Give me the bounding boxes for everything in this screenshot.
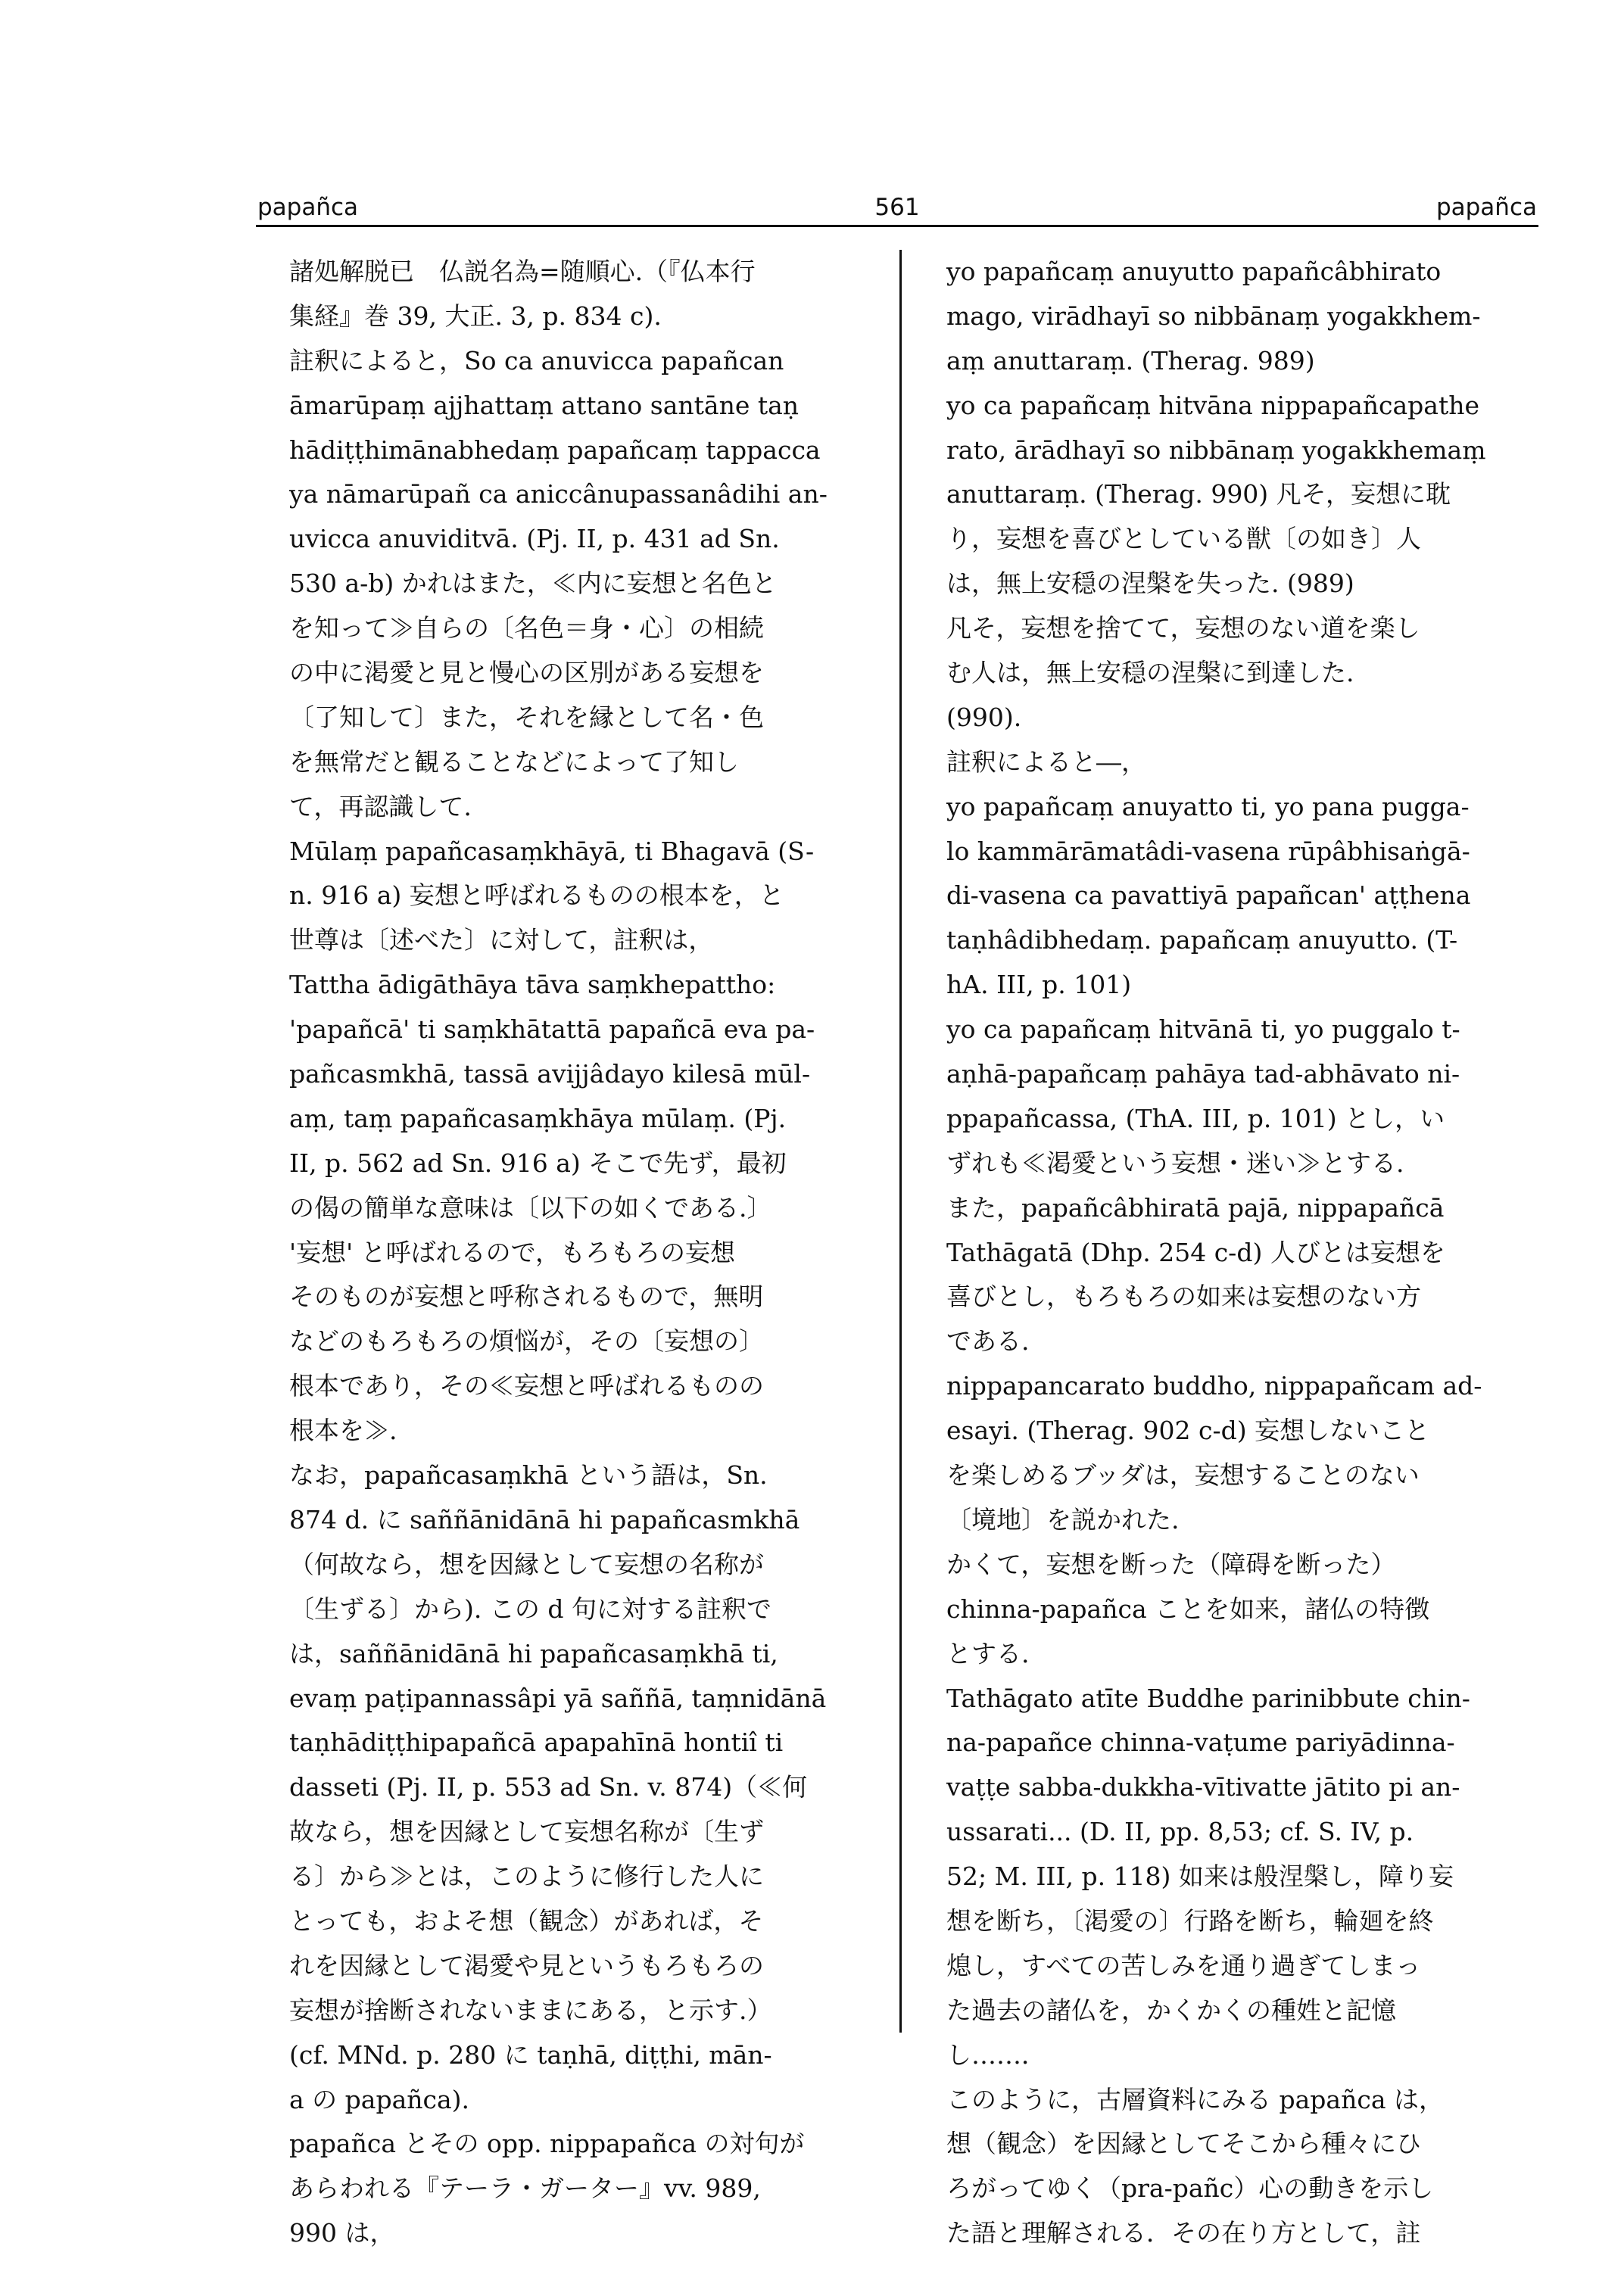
- text-line: lo kammārāmatâdi-vasena rūpâbhisaṅgā-: [946, 836, 1470, 866]
- text-line: 〔生ずる〕から). この d 句に対する註釈で: [289, 1594, 771, 1624]
- page-number: 561: [874, 194, 920, 221]
- text-line: dasseti (Pj. II, p. 553 ad Sn. v. 874)（≪何: [289, 1772, 808, 1802]
- text-line: ずれも≪渇愛という妄想・迷い≫とする.: [946, 1148, 1404, 1178]
- text-line: このように，古層資料にみる papañca は，: [946, 2084, 1444, 2114]
- text-line: 凡そ，妄想を捨てて，妄想のない道を楽し: [946, 613, 1420, 643]
- text-line: あらわれる『テーラ・ガーター』vv. 989,: [289, 2173, 761, 2204]
- text-line: る〕から≫とは，このように修行した人に: [289, 1862, 764, 1892]
- text-line: yo papañcaṃ anuyutto papañcâbhirato: [946, 257, 1442, 286]
- text-line: は，無上安穏の涅槃を失った. (989): [946, 569, 1354, 599]
- text-line: chinna-papañca ことを如来，諸仏の特徴: [946, 1594, 1430, 1624]
- text-line: 註釈によると―，: [946, 746, 1146, 777]
- text-line: また，papañcâbhiratā pajā, nippapañcā: [946, 1192, 1445, 1223]
- text-line: nippapancarato buddho, nippapañcam ad-: [946, 1371, 1482, 1401]
- header-left-word: papañca: [257, 194, 359, 221]
- header-rule: [256, 225, 1538, 227]
- text-line: れを因縁として渇愛や見というもろもろの: [289, 1950, 764, 1980]
- text-line: 註釈によると，So ca anuvicca papañcan: [289, 345, 784, 375]
- text-line: Tathāgato atīte Buddhe parinibbute chin-: [946, 1683, 1470, 1713]
- text-line: 874 d. に saññānidānā hi papañcasmkhā: [289, 1504, 800, 1534]
- column-divider: [899, 250, 902, 2033]
- text-line: vaṭṭe sabba-dukkha-vītivatte jātito pi an-: [946, 1772, 1460, 1802]
- text-line: を無常だと観ることなどによって了知し: [289, 746, 739, 777]
- text-line: 喜びとし，もろもろの如来は妄想のない方: [946, 1282, 1421, 1312]
- text-line: し……．: [946, 2039, 1046, 2070]
- text-line: とっても，およそ想（観念）があれば，そ: [289, 1905, 764, 1936]
- text-line: 52; M. III, p. 118) 如来は般涅槃し，障り妄: [946, 1862, 1454, 1892]
- text-line: の中に渇愛と見と慢心の区別がある妄想を: [289, 658, 764, 688]
- right-column: [946, 250, 1537, 2256]
- text-line: 妄想が捨断されないままにある，と示す.）: [289, 1995, 772, 2025]
- text-line: である.: [946, 1326, 1030, 1357]
- text-line: を楽しめるブッダは，妄想することのない: [946, 1460, 1420, 1491]
- text-line: などのもろもろの煩悩が，その〔妄想の〕: [289, 1326, 764, 1357]
- text-line: 想を断ち，〔渇愛の〕行路を断ち，輪廻を終: [946, 1905, 1434, 1936]
- text-line: taṇhâdibhedaṃ. papañcaṃ anuyutto. (T-: [946, 925, 1458, 955]
- text-line: む人は，無上安穏の涅槃に到達した.: [946, 658, 1354, 688]
- text-line: yo ca papañcaṃ hitvānā ti, yo puggalo t-: [946, 1014, 1460, 1045]
- text-line: di-vasena ca pavattiyā papañcan' aṭṭhena: [946, 880, 1471, 911]
- text-line: Tathāgatā (Dhp. 254 c-d) 人びとは妄想を: [946, 1237, 1445, 1267]
- text-line: II, p. 562 ad Sn. 916 a) そこで先ず，最初: [289, 1148, 787, 1178]
- text-line: aṃ, taṃ papañcasaṃkhāya mūlaṃ. (Pj.: [289, 1103, 787, 1133]
- text-line: Tattha ādigāthāya tāva saṃkhepattho:: [289, 970, 776, 1000]
- text-line: evaṃ paṭipannassâpi yā saññā, taṃnidānā: [289, 1683, 827, 1713]
- text-line: aṇhā-papañcaṃ pahāya tad-abhāvato ni-: [946, 1059, 1460, 1089]
- text-line: hādiṭṭhimānabhedaṃ papañcaṃ tappacca: [289, 435, 821, 465]
- text-line: (990).: [946, 702, 1022, 732]
- text-line: は，saññānidānā hi papañcasaṃkhā ti,: [289, 1638, 778, 1668]
- text-line: '妄想' と呼ばれるので，もろもろの妄想: [289, 1237, 735, 1267]
- text-line: pañcasmkhā, tassā avijjâdayo kilesā mūl-: [289, 1059, 811, 1089]
- text-line: (cf. MNd. p. 280 に taṇhā, diṭṭhi, mān-: [289, 2039, 772, 2070]
- text-line: た過去の諸仏を，かくかくの種姓と記憶: [946, 1995, 1396, 2025]
- text-line: （何故なら，想を因縁として妄想の名称が: [289, 1549, 764, 1579]
- text-line: aṃ anuttaraṃ. (Therag. 989): [946, 345, 1315, 375]
- text-line: り，妄想を喜びとしている獣〔の如き〕人: [946, 524, 1421, 554]
- text-line: n. 916 a) 妄想と呼ばれるものの根本を，と: [289, 880, 784, 911]
- left-column: [289, 250, 865, 2256]
- text-line: yo ca papañcaṃ hitvāna nippapañcapathe: [946, 390, 1480, 420]
- text-line: 諸処解脱已 仏説名為=随順心.（『仏本行: [289, 257, 756, 286]
- text-line: そのものが妄想と呼称されるもので，無明: [289, 1282, 764, 1312]
- text-line: rato, ārādhayī so nibbānaṃ yogakkhemaṃ: [946, 435, 1486, 465]
- text-line: 熄し，すべての苦しみを通り過ぎてしまっ: [946, 1950, 1421, 1980]
- text-line: mago, virādhayī so nibbānaṃ yogakkhem-: [946, 301, 1481, 331]
- text-line: āmarūpaṃ ajjhattaṃ attano santāne taṇ: [289, 390, 800, 420]
- text-line: 根本であり，その≪妄想と呼ばれるものの: [289, 1371, 764, 1401]
- text-line: hA. III, p. 101): [946, 970, 1132, 1000]
- text-line: 990 は，: [289, 2218, 395, 2248]
- header-right-word: papañca: [1435, 194, 1537, 221]
- text-line: 'papañcā' ti saṃkhātattā papañcā eva pa-: [289, 1014, 815, 1045]
- text-line: yo papañcaṃ anuyatto ti, yo pana pugga-: [946, 791, 1470, 821]
- text-line: 集経』巻 39, 大正. 3, p. 834 c).: [289, 301, 662, 331]
- text-line: na-papañce chinna-vaṭume pariyādinna-: [946, 1728, 1455, 1758]
- text-line: 根本を≫.: [289, 1416, 397, 1446]
- text-line: とする.: [946, 1638, 1030, 1668]
- text-line: ppapañcassa, (ThA. III, p. 101) とし，い: [946, 1103, 1445, 1133]
- text-line: ya nāmarūpañ ca aniccânupassanâdihi an-: [289, 479, 828, 509]
- text-line: た語と理解される．その在り方として，註: [946, 2218, 1421, 2248]
- text-line: の偈の簡単な意味は〔以下の如くである.〕: [289, 1192, 772, 1223]
- text-line: 〔了知して〕また，それを縁として名・色: [289, 702, 764, 732]
- text-line: anuttaraṃ. (Therag. 990) 凡そ，妄想に耽: [946, 479, 1451, 509]
- text-line: a の papañca).: [289, 2084, 470, 2114]
- text-line: 想（観念）を因縁としてそこから種々にひ: [946, 2129, 1421, 2159]
- text-line: ろがってゆく（pra-pañc）心の動きを示し: [946, 2173, 1434, 2204]
- text-line: uvicca anuviditvā. (Pj. II, p. 431 ad Sn.: [289, 524, 780, 554]
- text-line: esayi. (Therag. 902 c-d) 妄想しないこと: [946, 1416, 1430, 1446]
- text-line: なお，papañcasaṃkhā という語は，Sn.: [289, 1460, 768, 1491]
- text-line: papañca とその opp. nippapañca の対句が: [289, 2129, 805, 2159]
- text-line: 世尊は〔述べた〕に対して，註釈は，: [289, 925, 714, 955]
- text-line: 故なら，想を因縁として妄想名称が〔生ず: [289, 1817, 764, 1847]
- text-line: て，再認識して.: [289, 791, 472, 821]
- text-line: Mūlaṃ papañcasaṃkhāyā, ti Bhagavā (S-: [289, 836, 815, 866]
- text-line: かくて，妄想を断った（障碍を断った）: [946, 1549, 1396, 1579]
- text-line: 〔境地〕を説かれた.: [946, 1504, 1180, 1534]
- text-line: 530 a-b) かれはまた，≪内に妄想と名色と: [289, 569, 777, 599]
- text-line: taṇhādiṭṭhipapañcā apapahīnā hontiî ti: [289, 1728, 784, 1758]
- text-line: ussarati... (D. II, pp. 8,53; cf. S. IV, p.: [946, 1817, 1414, 1847]
- text-line: を知って≫自らの〔名色＝身・心〕の相続: [289, 613, 764, 643]
